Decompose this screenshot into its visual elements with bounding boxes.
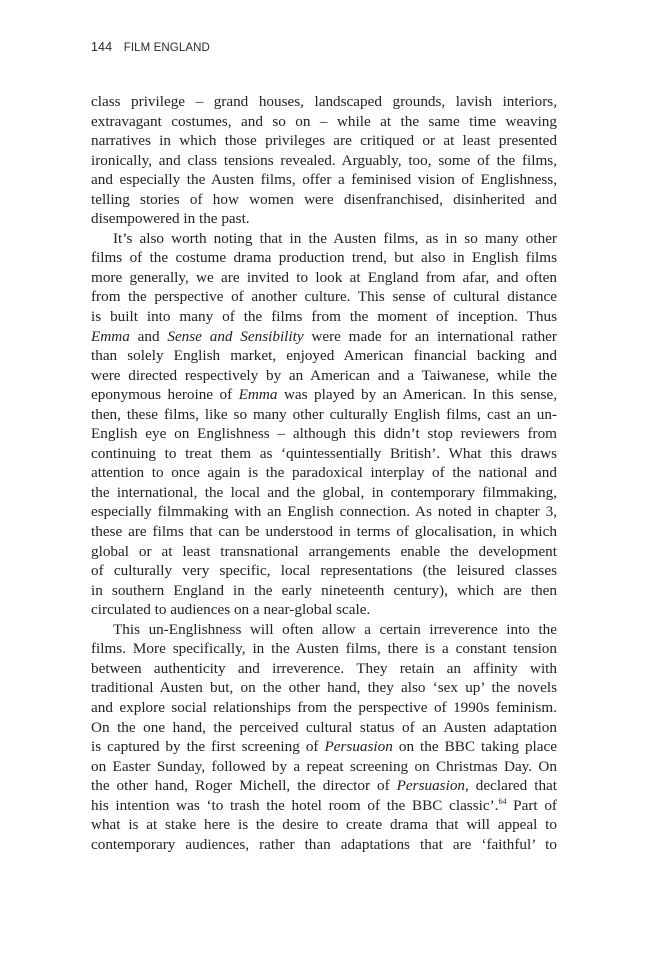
text-line: eponymous heroine of Emma was played by an American. In this sense, — [91, 386, 558, 404]
text-line: on Easter Sunday, followed by a repeat screening on Christmas Day. On — [91, 757, 557, 775]
text-line: is captured by the first screening of Persuasion on the BBC taking place — [91, 738, 557, 756]
text-line: these are films that can be understood in terms of glocalisation, in which — [91, 523, 557, 541]
text-line: than solely English market, enjoyed American financial backing and — [91, 347, 557, 365]
paragraph — [91, 620, 557, 855]
text-line: and explore social relationships from the perspective of 1990s feminism. — [91, 698, 557, 716]
text-line: telling stories of how women were disenfranchised, disinherited and — [91, 190, 557, 208]
text-line: Emma and Sense and Sensibility were made for an international rather — [91, 327, 557, 345]
text-line: what is at stake here is the desire to create drama that will appeal to — [91, 816, 557, 834]
text-line: traditional Austen but, on the other hand, they also ‘sex up’ the novels — [91, 679, 557, 697]
text-line: extravagant costumes, and so on – while at the same time weaving — [91, 112, 557, 130]
text-line: from the perspective of another culture. This sense of cultural distance — [91, 288, 557, 306]
film-title: Persuasion — [324, 738, 393, 756]
running-head — [91, 40, 210, 54]
body-text — [91, 92, 557, 854]
text-line: class privilege – grand houses, landscaped grounds, lavish interiors, — [91, 93, 557, 110]
footnote-reference[interactable]: 64 — [498, 796, 507, 806]
text-line: global or at least transnational arrangements enable the development — [91, 542, 557, 560]
film-title: Sense and Sensibility — [167, 327, 304, 345]
text-line: On the one hand, the perceived cultural status of an Austen adaptation — [91, 718, 557, 736]
page-number: 144 — [91, 40, 113, 54]
text-line: of culturally very specific, local representations (the leisured classes — [91, 562, 557, 580]
text-line: attention to once again is the paradoxical interplay of the national and — [91, 464, 557, 482]
text-line: and especially the Austen films, offer a feminised vision of Englishness, — [91, 171, 557, 189]
text-line: narratives in which those privileges are critiqued or at least presented — [91, 132, 557, 150]
text-line: disempowered in the past. — [91, 210, 250, 228]
text-line: films. More specifically, in the Austen films, there is a constant tension — [91, 640, 557, 658]
text-line: contemporary audiences, rather than adaptations that are ‘faithful’ to — [91, 835, 557, 853]
text-line: his intention was ‘to trash the hotel room of the BBC classic’.$^{64}$ Part of — [91, 796, 557, 814]
text-line: the international, the local and the global, in contemporary filmmaking, — [91, 483, 557, 501]
text-line: This un-Englishness will often allow a certain irreverence into the — [113, 620, 557, 638]
paragraph — [91, 92, 557, 229]
film-title: Persuasion — [396, 777, 465, 795]
text-line: in southern England in the early nineteenth century), which are then — [91, 581, 557, 599]
text-line: then, these films, like so many other culturally English films, cast an un- — [91, 405, 557, 423]
text-line: English eye on Englishness – although this didn’t stop reviewers from — [91, 425, 557, 443]
film-title: Emma — [91, 327, 130, 345]
text-line: films of the costume drama production trend, but also in English films — [91, 249, 557, 267]
text-line: It’s also worth noting that in the Austen films, as in so many other — [113, 229, 557, 247]
film-title: Emma — [238, 386, 278, 404]
text-line: is built into many of the films from the moment of inception. Thus — [91, 308, 557, 326]
paragraph — [91, 229, 557, 620]
text-line: the other hand, Roger Michell, the director of Persuasion, declared that — [91, 777, 557, 795]
text-line: were directed respectively by an American and a Taiwanese, while the — [91, 366, 557, 384]
text-line: especially filmmaking with an English connection. As noted in chapter 3, — [91, 503, 557, 521]
text-line: continuing to treat them as ‘quintessentially British’. What this draws — [91, 444, 557, 462]
text-line: circulated to audiences on a near-global scale. — [91, 601, 371, 619]
text-line: more generally, we are invited to look at England from afar, and often — [91, 268, 557, 286]
text-line: ironically, and class tensions revealed. Arguably, too, some of the films, — [91, 151, 557, 169]
text-line: between authenticity and irreverence. They retain an affinity with — [91, 659, 557, 677]
book-title: FILM ENGLAND — [123, 42, 210, 54]
